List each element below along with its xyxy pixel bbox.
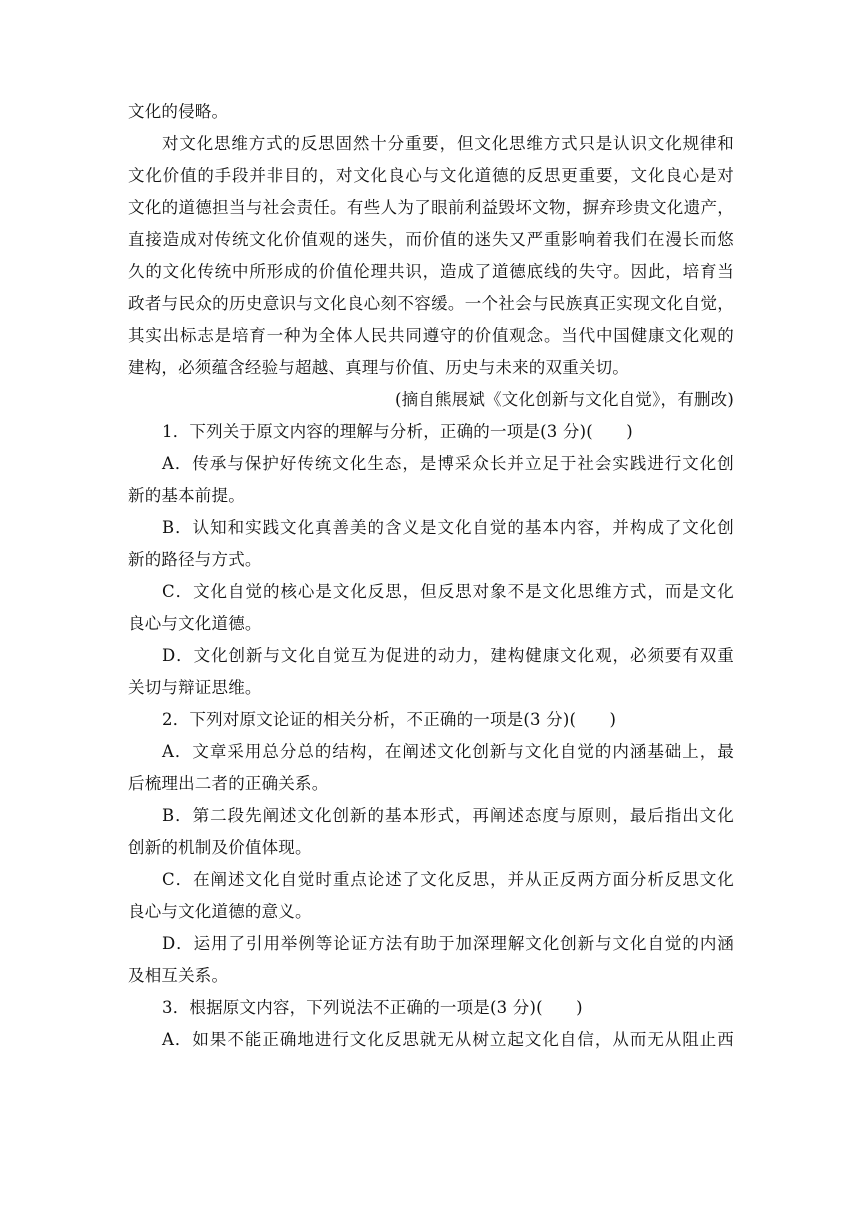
passage-line: 久的文化传统中所形成的价值伦理共识，造成了道德底线的失守。因此，培育当 (128, 262, 734, 281)
option-line: B．认知和实践文化真善美的含义是文化自觉的基本内容，并构成了文化创 (162, 518, 734, 537)
question-stem: 3．根据原文内容，下列说法不正确的一项是(3 分)( ) (162, 998, 583, 1017)
option-line: D．文化创新与文化自觉互为促进的动力，建构健康文化观，必须要有双重 (162, 646, 734, 665)
option-line: 新的基本前提。 (128, 486, 245, 505)
passage-line: 建构，必须蕴含经验与超越、真理与价值、历史与未来的双重关切。 (128, 358, 629, 377)
option-line: 良心与文化道德。 (128, 614, 262, 633)
option-line: B．第二段先阐述文化创新的基本形式，再阐述态度与原则，最后指出文化 (162, 806, 734, 825)
option-line: 良心与文化道德的意义。 (128, 902, 312, 921)
option-line: C．文化自觉的核心是文化反思，但反思对象不是文化思维方式，而是文化 (162, 582, 734, 601)
option-line: A．如果不能正确地进行文化反思就无从树立起文化自信，从而无从阻止西 (162, 1030, 734, 1049)
question-stem: 2．下列对原文论证的相关分析，不正确的一项是(3 分)( ) (162, 710, 617, 729)
passage-line: 文化的侵略。 (128, 102, 229, 121)
question-stem: 1．下列关于原文内容的理解与分析，正确的一项是(3 分)( ) (162, 422, 633, 441)
option-line: 后梳理出二者的正确关系。 (128, 774, 329, 793)
source-citation: (摘自熊展斌《文化创新与文化自觉》，有删改) (394, 390, 734, 409)
option-line: 创新的机制及价值体现。 (128, 838, 312, 857)
passage-line: 文化的道德担当与社会责任。有些人为了眼前利益毁坏文物，摒弃珍贵文化遗产， (128, 198, 734, 217)
option-line: 关切与辩证思维。 (128, 678, 262, 697)
passage-line: 其实出标志是培育一种为全体人民共同遵守的价值观念。当代中国健康文化观的 (128, 326, 734, 345)
passage-line: 文化价值的手段并非目的，对文化良心与文化道德的反思更重要，文化良心是对 (128, 166, 734, 185)
passage-line: 直接造成对传统文化价值观的迷失，而价值的迷失又严重影响着我们在漫长而悠 (128, 230, 734, 249)
option-line: A．传承与保护好传统文化生态，是博采众长并立足于社会实践进行文化创 (162, 454, 734, 473)
option-line: 新的路径与方式。 (128, 550, 262, 569)
passage-line: 政者与民众的历史意识与文化良心刻不容缓。一个社会与民族真正实现文化自觉， (128, 294, 734, 313)
passage-line: 对文化思维方式的反思固然十分重要，但文化思维方式只是认识文化规律和 (162, 134, 734, 153)
option-line: A．文章采用总分总的结构，在阐述文化创新与文化自觉的内涵基础上，最 (162, 742, 734, 761)
option-line: D．运用了引用举例等论证方法有助于加深理解文化创新与文化自觉的内涵 (162, 934, 734, 953)
option-line: C．在阐述文化自觉时重点论述了文化反思，并从正反两方面分析反思文化 (162, 870, 734, 889)
option-line: 及相互关系。 (128, 966, 229, 985)
document-page (128, 96, 734, 1056)
